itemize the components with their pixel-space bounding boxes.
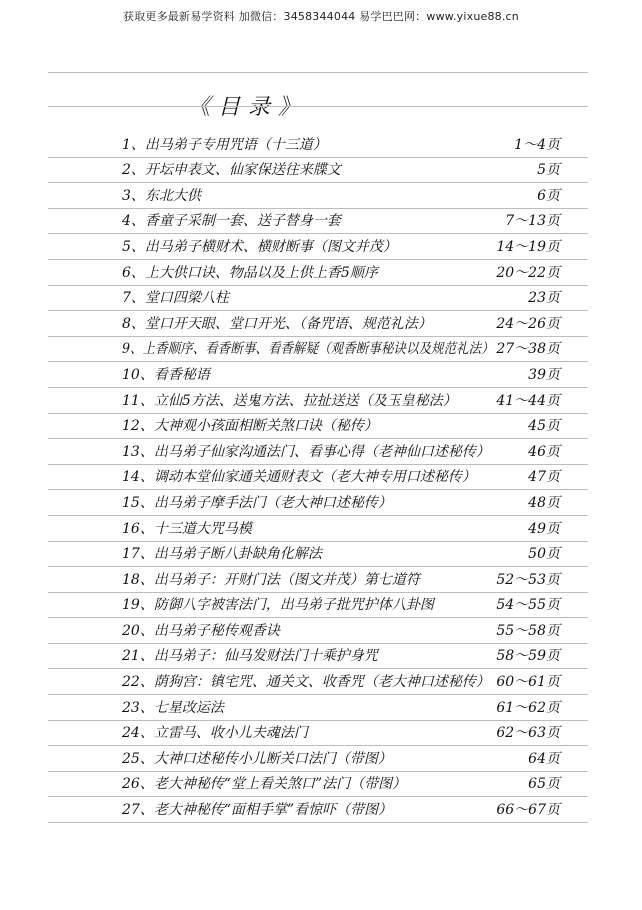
toc-entry-title: 8、堂口开天眼、堂口开光、（备咒语、规范礼法） [122,315,432,332]
toc-entry [48,721,588,747]
ruled-line [48,106,588,107]
toc-entry [48,669,588,695]
toc-entry [48,772,588,798]
toc-entry [48,311,588,337]
toc-entry-pages: 24～26页 [496,315,560,332]
toc-entry-pages: 55～58页 [496,622,560,639]
toc-entry-pages: 48页 [528,494,560,511]
toc-entry-pages: 14～19页 [496,238,560,255]
toc-entry [48,183,588,209]
toc-entry-pages: 54～55页 [496,597,560,614]
toc-entry-pages: 64页 [528,750,560,767]
toc-entry-title: 4、香童子采制一套、送子替身一套 [122,213,341,230]
toc-entry [48,618,588,644]
toc-entry-title: 25、大神口述秘传小儿断关口法门（带图） [122,750,392,767]
toc-entry [48,593,588,619]
toc-entry-title: 17、出马弟子断八卦缺角化解法 [122,546,322,563]
toc-entry [48,234,588,260]
toc-entry-title: 13、出马弟子仙家沟通法门、看事心得（老神仙口述秘传） [122,443,490,460]
toc-entry-pages: 41～44页 [496,392,560,409]
toc-entry [48,542,588,568]
toc-entry-pages: 62～63页 [496,725,560,742]
toc-entry [48,439,588,465]
toc-entry-title: 14、调动本堂仙家通关通财表文（老大神专用口述秘传） [122,469,476,486]
toc-entry-pages: 52～53页 [496,571,560,588]
header-watermark: 获取更多最新易学资料 加微信：3458344044 易学巴巴网：www.yixue88.cn [123,10,519,23]
toc-entry-pages: 39页 [528,366,560,383]
toc-entry [48,209,588,235]
toc-entry-title: 15、出马弟子摩手法门（老大神口述秘传） [122,494,392,511]
toc-entry-title: 22、荫狗宫：镇宅咒、通关文、收香咒（老大神口述秘传） [122,674,490,691]
toc-entry [48,465,588,491]
toc-entry-title: 23、七星改运法 [122,699,224,716]
toc-entry-pages: 47页 [528,469,560,486]
toc-entry [48,516,588,542]
toc-entry [48,158,588,184]
toc-entry [48,286,588,312]
toc-entry [48,797,588,823]
toc-entry-title: 12、大神观小孩面相断关煞口诀（秘传） [122,418,378,435]
toc-entry-title: 11、立仙5方法、送鬼方法、拉扯送送（及玉皇秘法） [122,392,457,409]
page-title: 《目录》 [187,95,308,120]
toc-entry-title: 6、上大供口诀、物品以及上供上香5顺序 [122,264,378,281]
toc-entry [48,362,588,388]
toc-entry [48,567,588,593]
toc-entry [48,695,588,721]
toc-entry-title: 19、防御八字被害法门，出马弟子批咒护体八卦图 [122,597,434,614]
ruled-line [48,72,588,73]
toc-entry-title: 26、老大神秘传“堂上看关煞口”法门（带图） [122,776,407,793]
toc-entry-title: 10、看香秘语 [122,366,210,383]
toc-entry-pages: 1～4页 [514,136,560,153]
toc-entry-title: 24、立雷马、收小儿夫魂法门 [122,725,308,742]
toc-entry [48,490,588,516]
toc-entry [48,388,588,414]
toc-entry-pages: 23页 [528,290,560,307]
toc-entry-pages: 50页 [528,546,560,563]
toc-entry-pages: 45页 [528,418,560,435]
toc-entry-pages: 20～22页 [496,264,560,281]
toc-entry [48,337,588,363]
toc-entry-pages: 7～13页 [505,213,560,230]
toc-entry-title: 20、出马弟子秘传观香诀 [122,622,280,639]
table-of-contents [48,132,588,823]
toc-entry [48,746,588,772]
toc-entry-title: 27、老大神秘传“面相手掌”看惊吓（带图） [122,802,393,819]
toc-entry-pages: 6页 [537,187,560,204]
toc-entry-pages: 65页 [528,776,560,793]
document-page [48,40,594,880]
toc-entry-title: 18、出马弟子：开财门法（图文并茂）第七道符 [122,571,420,588]
toc-entry-pages: 49页 [528,520,560,537]
toc-entry-pages: 61～62页 [496,699,560,716]
toc-entry-pages: 5页 [537,162,560,179]
toc-entry [48,644,588,670]
toc-entry-title: 1、出马弟子专用咒语（十三道） [122,136,327,153]
toc-entry-title: 9、上香顺序、看香断事、看香解疑（观香断事秘诀以及规范礼法） [122,341,494,358]
toc-entry-pages: 58～59页 [496,648,560,665]
toc-entry [48,260,588,286]
toc-entry-title: 3、东北大供 [122,187,201,204]
toc-entry [48,132,588,158]
toc-entry-title: 7、堂口四梁八柱 [122,290,229,307]
toc-entry [48,414,588,440]
toc-entry-pages: 60～61页 [496,674,560,691]
toc-entry-title: 2、开坛申表文、仙家保送往来牒文 [122,162,341,179]
toc-entry-pages: 46页 [528,443,560,460]
toc-entry-title: 16、十三道大咒马模 [122,520,252,537]
toc-entry-title: 21、出马弟子：仙马发财法门十乘护身咒 [122,648,378,665]
toc-entry-pages: 27～38页 [496,341,560,358]
toc-entry-pages: 66～67页 [496,802,560,819]
toc-entry-title: 5、出马弟子横财术、横财断事（图文并茂） [122,238,397,255]
